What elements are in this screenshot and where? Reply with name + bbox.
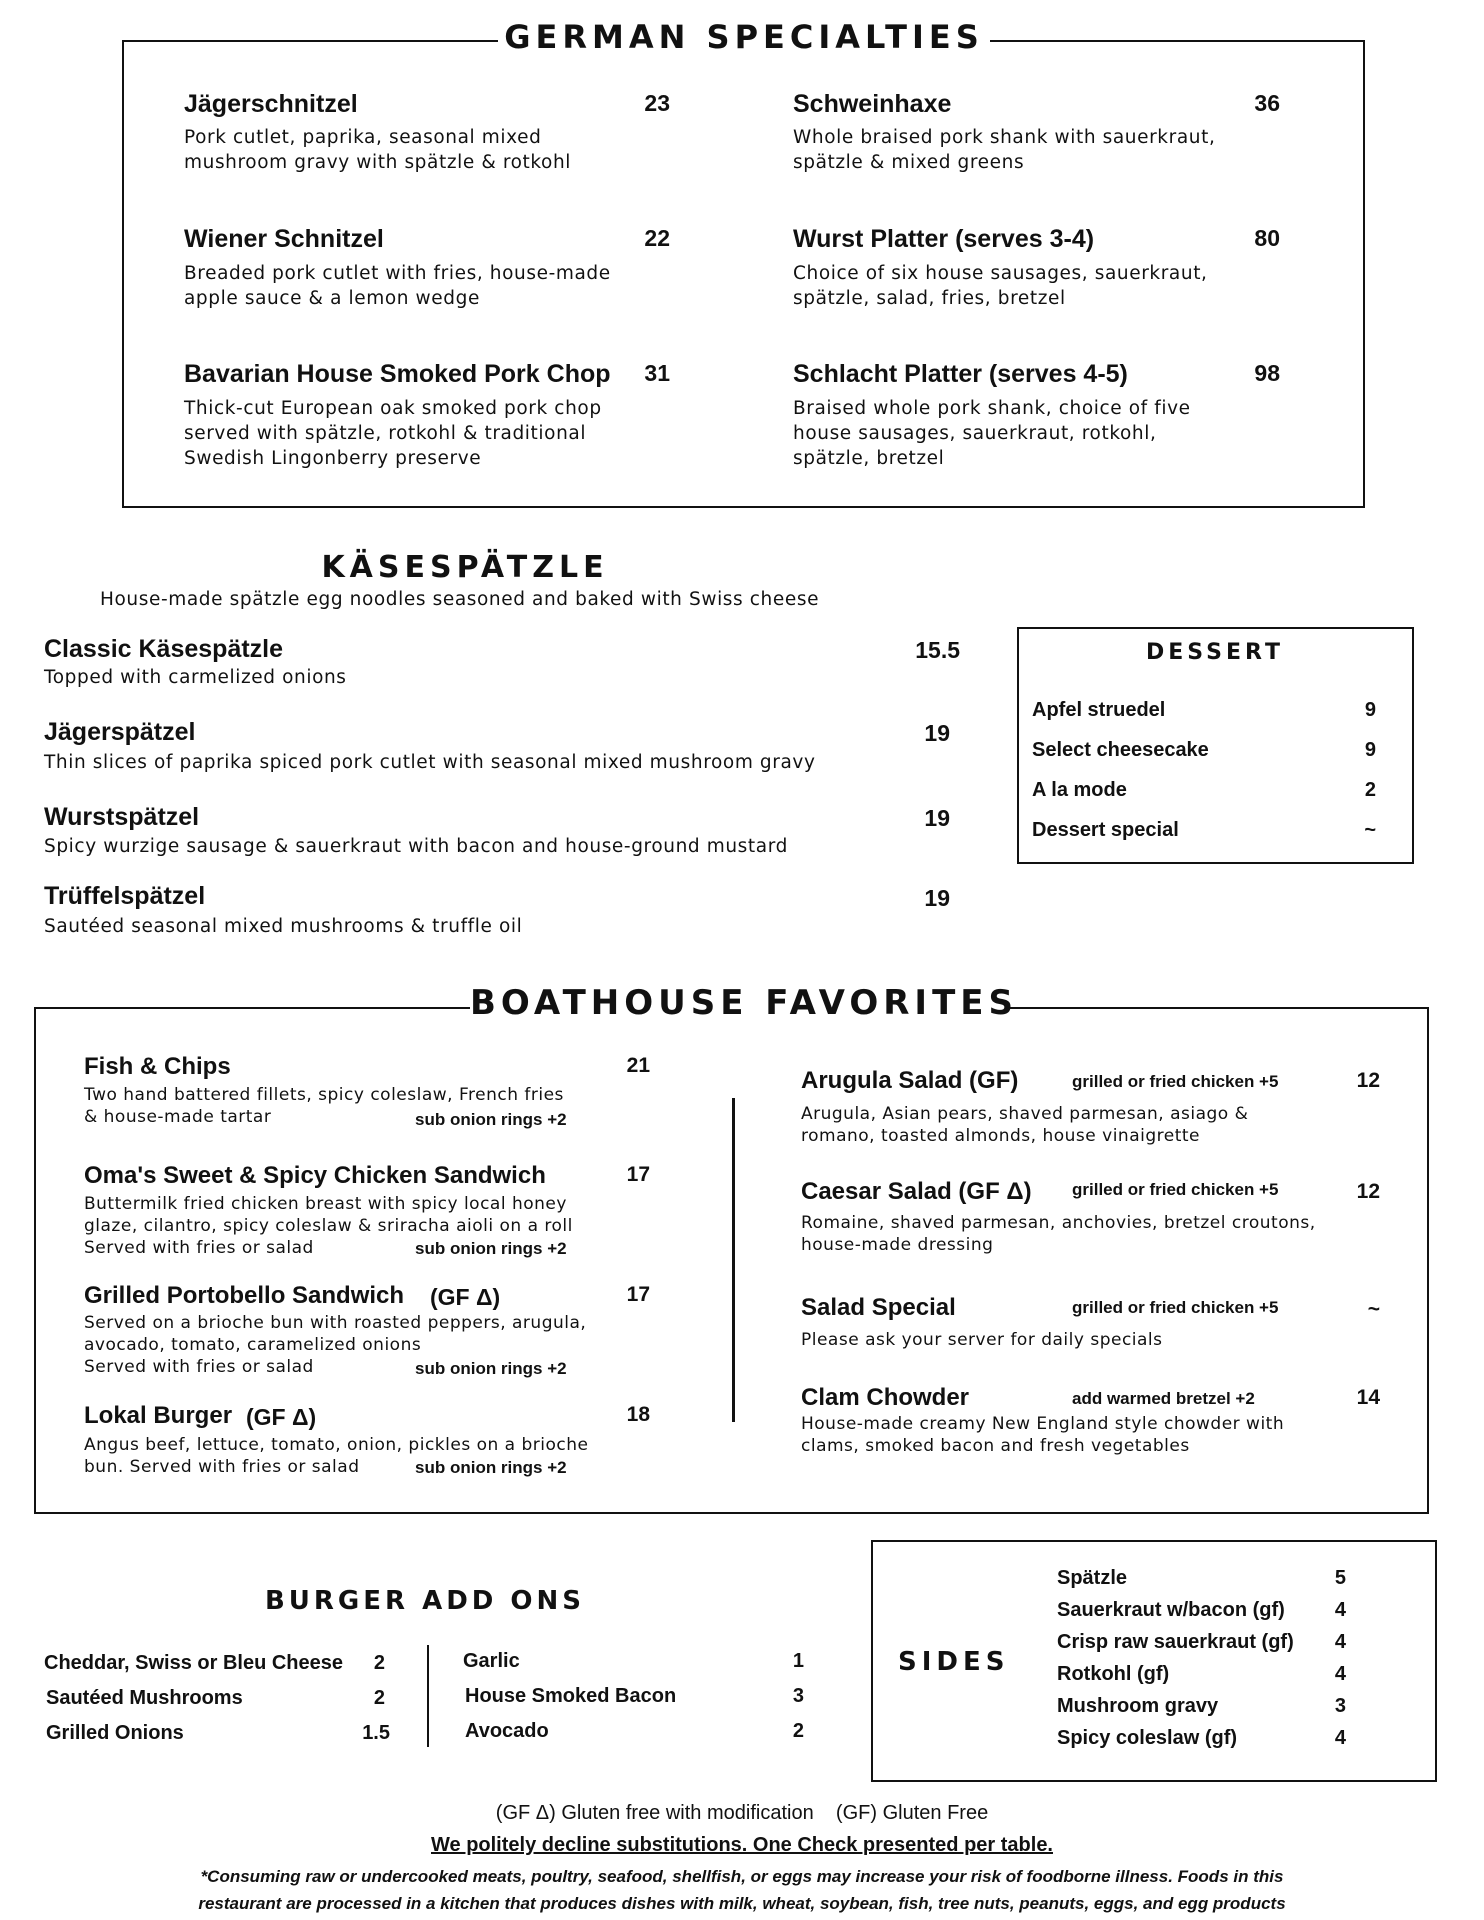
menu-item-desc: Thin slices of paprika spiced pork cutlet with seasonal mixed mushroom gravy: [44, 752, 816, 773]
menu-item-desc: apple sauce & a lemon wedge: [184, 288, 480, 309]
menu-item-desc: Served on a brioche bun with roasted peppers, arugula,: [84, 1313, 587, 1333]
dessert-item-price: 9: [1364, 699, 1376, 721]
menu-item-desc: Arugula, Asian pears, shaved parmesan, asiago &: [801, 1104, 1249, 1124]
menu-item-name: Classic Käsespätzle: [44, 635, 284, 663]
side-name: Spätzle: [1057, 1567, 1128, 1589]
side-price: 4: [1334, 1663, 1346, 1685]
menu-item-price: 18: [626, 1403, 650, 1426]
allergen-warning: *Consuming raw or undercooked meats, poultry, seafood, shellfish, or eggs may increase your risk of foodborne illness. Foods in this: [200, 1867, 1284, 1886]
menu-item-price: 23: [644, 90, 670, 116]
addon-name: Cheddar, Swiss or Bleu Cheese: [44, 1652, 343, 1674]
menu-item-desc: Pork cutlet, paprika, seasonal mixed: [184, 127, 542, 148]
dessert-item-name: Select cheesecake: [1032, 739, 1209, 761]
menu-item-name: Wurst Platter (serves 3-4): [793, 225, 1095, 253]
menu-item-name: Trüffelspätzel: [44, 882, 206, 910]
dessert-item-price: 9: [1364, 739, 1376, 761]
menu-item-name: Clam Chowder: [801, 1384, 970, 1411]
menu-item-desc: Angus beef, lettuce, tomato, onion, pickles on a brioche: [84, 1435, 589, 1455]
menu-item-note: add warmed bretzel +2: [1072, 1389, 1255, 1408]
menu-item-name: Jägerschnitzel: [184, 90, 358, 118]
menu-item-desc: Spicy wurzige sausage & sauerkraut with bacon and house-ground mustard: [44, 836, 788, 857]
boathouse-divider: [732, 1098, 735, 1422]
side-name: Spicy coleslaw (gf): [1057, 1727, 1238, 1749]
dessert-item-name: Dessert special: [1032, 819, 1179, 841]
menu-item-name: Oma's Sweet & Spicy Chicken Sandwich: [84, 1162, 546, 1189]
menu-item-desc: Served with fries or salad: [84, 1238, 314, 1258]
addon-name: Sautéed Mushrooms: [46, 1687, 243, 1709]
menu-item-desc: Swedish Lingonberry preserve: [184, 448, 482, 469]
side-name: Crisp raw sauerkraut (gf): [1057, 1631, 1294, 1653]
menu-item-desc: Whole braised pork shank with sauerkraut,: [793, 127, 1216, 148]
menu-item-price: 31: [644, 360, 670, 386]
dessert-item-name: A la mode: [1032, 779, 1127, 801]
menu-item-price: ~: [1367, 1298, 1380, 1321]
menu-item-name: Jägerspätzel: [44, 718, 196, 746]
menu-item-name: Wurstspätzel: [44, 803, 200, 831]
german-specialties-title: GERMAN SPECIALTIES: [498, 18, 990, 56]
side-name: Rotkohl (gf): [1057, 1663, 1170, 1685]
side-name: Sauerkraut w/bacon (gf): [1057, 1599, 1285, 1621]
menu-item-price: 14: [1356, 1386, 1380, 1409]
menu-item-note: grilled or fried chicken +5: [1072, 1072, 1279, 1091]
menu-item-name: Bavarian House Smoked Pork Chop: [184, 360, 611, 388]
menu-item-desc: romano, toasted almonds, house vinaigrette: [801, 1126, 1200, 1146]
side-price: 5: [1334, 1567, 1346, 1589]
addon-name: Grilled Onions: [46, 1722, 184, 1744]
side-price: 4: [1334, 1727, 1346, 1749]
side-name: Mushroom gravy: [1057, 1695, 1219, 1717]
sides-title: SIDES: [898, 1647, 1010, 1677]
menu-item-desc: Choice of six house sausages, sauerkraut,: [793, 263, 1208, 284]
menu-item-desc: Sautéed seasonal mixed mushrooms & truffle oil: [44, 916, 523, 937]
menu-item-desc: spätzle, salad, fries, bretzel: [793, 288, 1066, 309]
addons-divider: [427, 1645, 429, 1747]
menu-item-price: 17: [626, 1163, 650, 1186]
menu-item-desc: house sausages, sauerkraut, rotkohl,: [793, 423, 1157, 444]
menu-item-desc: spätzle & mixed greens: [793, 152, 1025, 173]
menu-item-note: grilled or fried chicken +5: [1072, 1180, 1279, 1199]
menu-item-note: sub onion rings +2: [415, 1359, 567, 1378]
addon-name: Avocado: [465, 1720, 549, 1742]
menu-item-name: Caesar Salad (GF Δ): [801, 1178, 1032, 1205]
menu-item-price: 19: [924, 885, 950, 911]
menu-item-desc: Breaded pork cutlet with fries, house-made: [184, 263, 611, 284]
gf-mod-tag: (GF Δ): [430, 1284, 501, 1310]
menu-item-name: Schweinhaxe: [793, 90, 952, 118]
menu-item-name: Arugula Salad (GF): [801, 1067, 1019, 1094]
side-price: 3: [1334, 1695, 1346, 1717]
addon-price: 3: [792, 1685, 804, 1707]
gf-mod-tag: (GF Δ): [246, 1404, 317, 1430]
kasespatzle-subtitle: House-made spätzle egg noodles seasoned and baked with Swiss cheese: [100, 589, 820, 610]
menu-item-price: 98: [1254, 360, 1280, 386]
menu-item-price: 17: [626, 1283, 650, 1306]
side-price: 4: [1334, 1631, 1346, 1653]
menu-item-desc: served with spätzle, rotkohl & traditional: [184, 423, 587, 444]
menu-item-name: Salad Special: [801, 1294, 956, 1321]
menu-item-desc: & house-made tartar: [84, 1107, 272, 1127]
menu-item-desc: Braised whole pork shank, choice of five: [793, 398, 1191, 419]
addon-name: Garlic: [463, 1650, 520, 1672]
menu-item-price: 21: [626, 1054, 650, 1077]
dessert-item-price: ~: [1364, 819, 1376, 841]
menu-item-desc: clams, smoked bacon and fresh vegetables: [801, 1436, 1190, 1456]
menu-item-name: Fish & Chips: [84, 1053, 231, 1080]
dessert-title: DESSERT: [1130, 640, 1300, 665]
menu-item-price: 22: [644, 225, 670, 251]
menu-item-desc: house-made dressing: [801, 1235, 994, 1255]
menu-item-desc: Please ask your server for daily specials: [801, 1330, 1163, 1350]
menu-item-desc: glaze, cilantro, spicy coleslaw & sriracha aioli on a roll: [84, 1216, 573, 1236]
menu-item-price: 12: [1356, 1069, 1380, 1092]
menu-item-name: Grilled Portobello Sandwich: [84, 1282, 405, 1309]
menu-item-note: sub onion rings +2: [415, 1458, 567, 1477]
substitution-policy: We politely decline substitutions. One Check presented per table.: [431, 1834, 1053, 1856]
menu-item-desc: bun. Served with fries or salad: [84, 1457, 360, 1477]
addon-price: 1: [792, 1650, 804, 1672]
addon-name: House Smoked Bacon: [465, 1685, 677, 1707]
addon-price: 2: [373, 1652, 385, 1674]
side-price: 4: [1334, 1599, 1346, 1621]
menu-item-price: 19: [924, 805, 950, 831]
menu-item-price: 80: [1254, 225, 1280, 251]
menu-item-name: Schlacht Platter (serves 4-5): [793, 360, 1128, 388]
addon-price: 2: [792, 1720, 804, 1742]
menu-item-price: 19: [924, 720, 950, 746]
menu-item-desc: mushroom gravy with spätzle & rotkohl: [184, 152, 572, 173]
menu-item-desc: Romaine, shaved parmesan, anchovies, bretzel croutons,: [801, 1213, 1316, 1233]
menu-item-price: 36: [1254, 90, 1280, 116]
addon-price: 1.5: [362, 1722, 390, 1744]
menu-item-desc: Two hand battered fillets, spicy coleslaw, French fries: [84, 1085, 564, 1105]
addon-price: 2: [373, 1687, 385, 1709]
menu-item-desc: spätzle, bretzel: [793, 448, 945, 469]
menu-item-note: grilled or fried chicken +5: [1072, 1298, 1279, 1317]
menu-item-desc: Buttermilk fried chicken breast with spicy local honey: [84, 1194, 567, 1214]
menu-item-note: sub onion rings +2: [415, 1110, 567, 1129]
kasespatzle-title: KÄSESPÄTZLE: [310, 550, 620, 585]
menu-item-name: Lokal Burger: [84, 1402, 233, 1429]
menu-item-desc: Thick-cut European oak smoked pork chop: [184, 398, 602, 419]
allergen-warning: restaurant are processed in a kitchen that produces dishes with milk, wheat, soybean, fish, tree nuts, peanuts, eggs, and egg products: [198, 1894, 1286, 1913]
menu-item-price: 15.5: [915, 637, 960, 663]
menu-item-note: sub onion rings +2: [415, 1239, 567, 1258]
dessert-item-price: 2: [1364, 779, 1376, 801]
menu-item-price: 12: [1356, 1180, 1380, 1203]
boathouse-title: BOATHOUSE FAVORITES: [470, 983, 1018, 1023]
dessert-item-name: Apfel struedel: [1032, 699, 1166, 721]
menu-item-desc: avocado, tomato, caramelized onions: [84, 1335, 422, 1355]
burger-addons-title: BURGER ADD ONS: [255, 1586, 595, 1616]
gf-legend: (GF Δ) Gluten free with modification (GF) Gluten Free: [495, 1802, 989, 1824]
menu-item-desc: Topped with carmelized onions: [44, 667, 347, 688]
menu-item-desc: Served with fries or salad: [84, 1357, 314, 1377]
menu-item-desc: House-made creamy New England style chowder with: [801, 1414, 1285, 1434]
menu-item-name: Wiener Schnitzel: [184, 225, 384, 253]
